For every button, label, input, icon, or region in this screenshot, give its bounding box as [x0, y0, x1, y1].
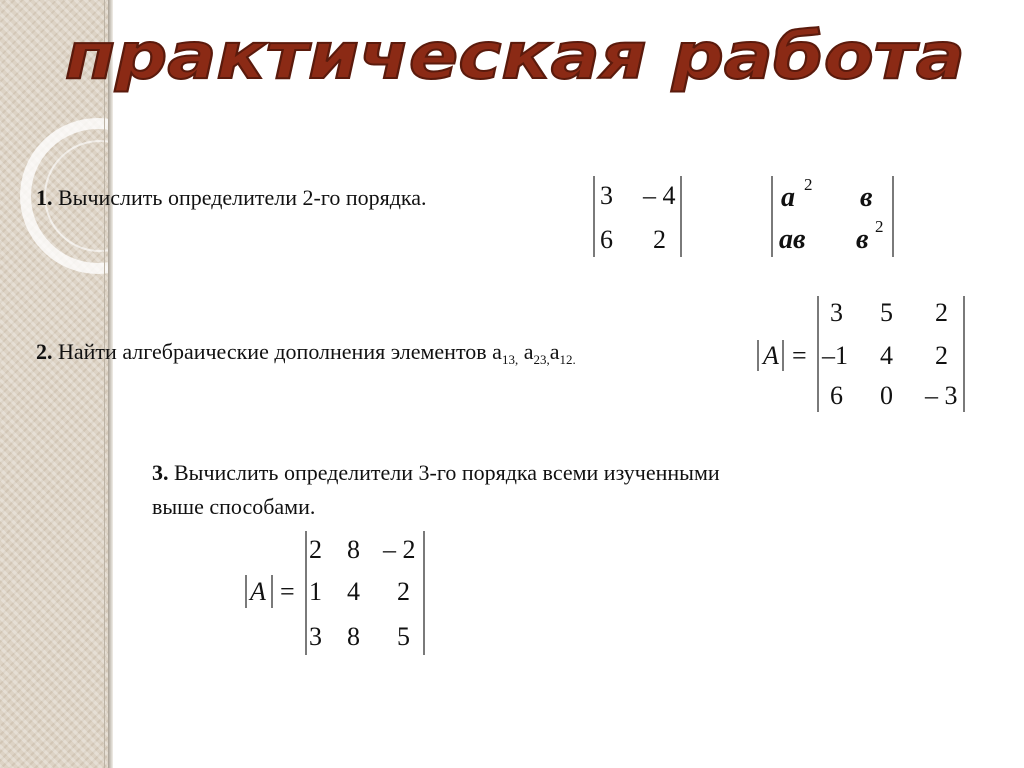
- det4-cell-1-1: 2: [309, 535, 322, 564]
- det3-cell-3-2: 0: [880, 381, 893, 410]
- det4-cell-2-3: 2: [397, 577, 410, 606]
- task-2-sub-13: 13,: [501, 352, 519, 367]
- det3-cell-2-3: 2: [935, 341, 948, 370]
- det3-cell-3-3: – 3: [925, 381, 958, 410]
- det2-a: a: [781, 182, 795, 213]
- det1-cell-2-1: 6: [600, 225, 613, 254]
- det4-cell-3-3: 5: [397, 622, 410, 651]
- task-2-sub-12: 12.: [559, 352, 576, 367]
- det2-b-squared: в: [856, 224, 869, 255]
- determinant-3: [758, 296, 964, 412]
- task-2-text: Найти алгебраические дополнения элементов а: [52, 339, 502, 364]
- det1-cell-1-2: – 4: [643, 181, 676, 210]
- det1-cell-1-1: 3: [600, 181, 613, 210]
- task-1-number: 1.: [36, 185, 53, 210]
- det4-label: A: [250, 577, 266, 606]
- det3-label: A: [763, 341, 779, 370]
- det2-b-exponent: 2: [875, 217, 884, 236]
- det3-cell-2-2: 4: [880, 341, 893, 370]
- det2-ab: ав: [779, 224, 806, 255]
- det4-cell-1-3: – 2: [383, 535, 416, 564]
- determinant-1: [594, 176, 681, 257]
- det4-cell-1-2: 8: [347, 535, 360, 564]
- determinant-4: [246, 531, 424, 655]
- task-3-text-line2: выше способами.: [152, 494, 316, 519]
- det3-cell-2-1: –1: [822, 341, 848, 370]
- task-2-a23: а: [518, 339, 534, 364]
- task-2-sub-23: 23,: [533, 352, 550, 367]
- task-3-text-line1: Вычислить определители 3-го порядка всеми изученными: [168, 460, 720, 485]
- det4-cell-2-1: 1: [309, 577, 322, 606]
- det3-cell-3-1: 6: [830, 381, 843, 410]
- det3-cell-1-2: 5: [880, 298, 893, 327]
- page-title: практическая работа: [65, 20, 965, 94]
- task-1-text: Вычислить определители 2-го порядка.: [52, 185, 427, 210]
- task-2-number: 2.: [36, 339, 53, 364]
- det1-cell-2-2: 2: [653, 225, 666, 254]
- det4-cell-3-1: 3: [309, 622, 322, 651]
- det3-cell-1-3: 2: [935, 298, 948, 327]
- task-2-a12: а: [549, 339, 560, 364]
- determinant-2: [772, 175, 893, 257]
- det2-a-exponent: 2: [804, 175, 813, 194]
- det3-cell-1-1: 3: [830, 298, 843, 327]
- det2-b: в: [860, 182, 873, 213]
- det4-equals: =: [280, 577, 295, 606]
- det3-equals: =: [792, 341, 807, 370]
- task-3-number: 3.: [152, 460, 169, 485]
- det4-cell-2-2: 4: [347, 577, 360, 606]
- det4-cell-3-2: 8: [347, 622, 360, 651]
